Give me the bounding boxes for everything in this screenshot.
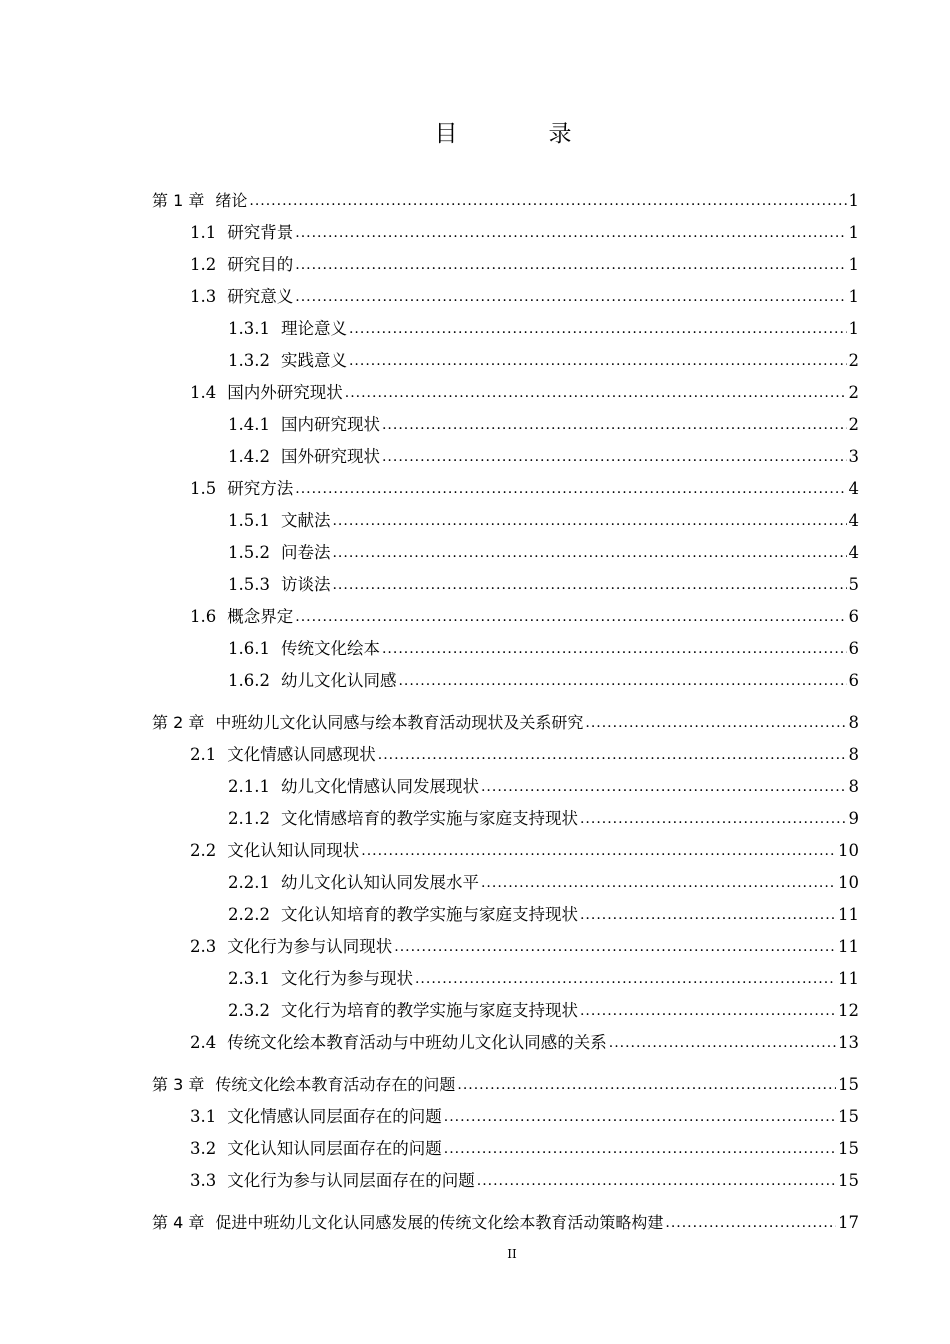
dot-leader: [481, 872, 836, 894]
toc-entry-number: 1.5.3: [228, 575, 270, 594]
dot-leader: [382, 446, 847, 468]
toc-entry-label: 文化行为参与现状: [280, 969, 413, 988]
toc-entry-page: 15: [838, 1107, 859, 1126]
toc-entry-page: 3: [848, 447, 859, 466]
toc-entry[interactable]: [152, 990, 859, 1022]
dot-leader: [332, 542, 846, 564]
dot-leader: [580, 1000, 836, 1022]
toc-entry-label: 访谈法: [280, 575, 331, 594]
toc-entry[interactable]: [152, 532, 859, 564]
toc-entry-number: 1.5: [190, 479, 217, 498]
toc-entry-page: 1: [848, 223, 859, 242]
dot-leader: [295, 606, 846, 628]
toc-entry-page: 15: [838, 1075, 859, 1094]
toc-entry-label: 研究目的: [227, 255, 294, 274]
toc-entry-label: 实践意义: [280, 351, 347, 370]
toc-entry-number: 1.5.1: [228, 511, 270, 530]
toc-entry-number: 1.6.2: [228, 671, 270, 690]
toc-entry-page: 15: [838, 1139, 859, 1158]
dot-leader: [580, 808, 847, 830]
toc-entry[interactable]: [152, 500, 859, 532]
toc-entry-label: 研究方法: [227, 479, 294, 498]
toc-entry-page: 6: [848, 671, 859, 690]
toc-entry-number: 2.1: [190, 745, 217, 764]
toc-entry-label: 幼儿文化情感认同发展现状: [280, 777, 479, 796]
dot-leader: [415, 968, 836, 990]
toc-entry-label: 促进中班幼儿文化认同感发展的传统文化绘本教育活动策略构建: [215, 1213, 664, 1232]
toc-entry-number: 2.2.1: [228, 873, 270, 892]
toc-entry-page: 11: [838, 937, 859, 956]
toc-entry-number: 2.3: [190, 937, 217, 956]
toc-entry-number: 第 1 章: [152, 191, 205, 210]
toc-entry-page: 4: [848, 543, 859, 562]
toc-entry-page: 1: [848, 255, 859, 274]
toc-entry[interactable]: [152, 340, 859, 372]
toc-entry-label: 研究意义: [227, 287, 294, 306]
toc-entry-number: 3.2: [190, 1139, 217, 1158]
toc-entry-label: 中班幼儿文化认同感与绘本教育活动现状及关系研究: [215, 713, 584, 732]
toc-entry-label: 文化认知培育的教学实施与家庭支持现状: [280, 905, 578, 924]
toc-entry[interactable]: [152, 1064, 859, 1096]
toc-entry-label: 文化情感培育的教学实施与家庭支持现状: [280, 809, 578, 828]
dot-leader: [398, 670, 846, 692]
toc-entry-number: 1.2: [190, 255, 217, 274]
toc-entry-page: 1: [848, 319, 859, 338]
toc-entry-page: 1: [848, 191, 859, 210]
toc-entry-page: 6: [848, 639, 859, 658]
toc-entry-page: 2: [848, 351, 859, 370]
toc-entry-label: 文化行为参与认同层面存在的问题: [227, 1171, 475, 1190]
toc-entry[interactable]: [152, 660, 859, 692]
toc-entry-number: 1.3.1: [228, 319, 270, 338]
toc-entry[interactable]: [152, 798, 859, 830]
toc-entry-page: 8: [848, 713, 859, 732]
toc-entry[interactable]: [152, 766, 859, 798]
toc-entry-number: 3.1: [190, 1107, 217, 1126]
toc-entry[interactable]: [152, 244, 859, 276]
table-of-contents: [152, 180, 859, 1234]
toc-entry-label: 国外研究现状: [280, 447, 380, 466]
toc-entry-page: 6: [848, 607, 859, 626]
toc-entry-label: 概念界定: [227, 607, 294, 626]
dot-leader: [345, 382, 847, 404]
toc-entry-label: 理论意义: [280, 319, 347, 338]
toc-entry-page: 13: [838, 1033, 859, 1052]
toc-entry-number: 1.5.2: [228, 543, 270, 562]
toc-entry[interactable]: [152, 404, 859, 436]
toc-entry[interactable]: [152, 180, 859, 212]
toc-entry-number: 2.3.1: [228, 969, 270, 988]
toc-entry[interactable]: [152, 468, 859, 500]
dot-leader: [378, 744, 847, 766]
toc-entry-number: 1.3.2: [228, 351, 270, 370]
dot-leader: [394, 936, 836, 958]
toc-entry-page: 15: [838, 1171, 859, 1190]
toc-entry[interactable]: [152, 372, 859, 404]
toc-entry-number: 2.3.2: [228, 1001, 270, 1020]
toc-entry-page: 8: [848, 777, 859, 796]
toc-entry-number: 2.1.2: [228, 809, 270, 828]
toc-entry[interactable]: [152, 862, 859, 894]
toc-entry-page: 12: [838, 1001, 859, 1020]
dot-leader: [349, 350, 847, 372]
dot-leader: [332, 574, 846, 596]
dot-leader: [382, 414, 847, 436]
toc-entry-label: 绪论: [215, 191, 248, 210]
toc-entry[interactable]: [152, 436, 859, 468]
toc-entry[interactable]: [152, 628, 859, 660]
toc-entry[interactable]: [152, 1022, 859, 1054]
toc-entry-label: 文化行为参与认同现状: [227, 937, 393, 956]
toc-entry-page: 5: [848, 575, 859, 594]
toc-entry-number: 1.4: [190, 383, 217, 402]
toc-entry[interactable]: [152, 734, 859, 766]
toc-entry-number: 第 3 章: [152, 1075, 205, 1094]
dot-leader: [609, 1032, 836, 1054]
dot-leader: [585, 712, 846, 734]
toc-entry-label: 传统文化绘本教育活动与中班幼儿文化认同感的关系: [227, 1033, 607, 1052]
dot-leader: [361, 840, 836, 862]
toc-entry[interactable]: [152, 1202, 859, 1234]
toc-entry[interactable]: [152, 276, 859, 308]
toc-entry[interactable]: [152, 1128, 859, 1160]
toc-entry[interactable]: [152, 1096, 859, 1128]
toc-entry-page: 17: [838, 1213, 859, 1232]
toc-entry-number: 第 4 章: [152, 1213, 205, 1232]
toc-entry-page: 9: [848, 809, 859, 828]
toc-entry-page: 10: [838, 873, 859, 892]
toc-entry-number: 3.3: [190, 1171, 217, 1190]
toc-entry-label: 传统文化绘本: [280, 639, 380, 658]
toc-entry-label: 国内研究现状: [280, 415, 380, 434]
dot-leader: [349, 318, 847, 340]
toc-entry[interactable]: [152, 702, 859, 734]
toc-entry-number: 2.2: [190, 841, 217, 860]
toc-entry[interactable]: [152, 894, 859, 926]
toc-entry-label: 文献法: [280, 511, 331, 530]
toc-entry-number: 2.1.1: [228, 777, 270, 796]
toc-entry-number: 1.3: [190, 287, 217, 306]
toc-entry[interactable]: [152, 212, 859, 244]
dot-leader: [665, 1212, 836, 1234]
toc-entry-label: 文化情感认同感现状: [227, 745, 376, 764]
toc-entry-label: 文化情感认同层面存在的问题: [227, 1107, 442, 1126]
toc-entry-page: 2: [848, 415, 859, 434]
toc-entry-label: 问卷法: [280, 543, 331, 562]
dot-leader: [444, 1106, 836, 1128]
toc-entry-page: 1: [848, 287, 859, 306]
toc-entry[interactable]: [152, 958, 859, 990]
dot-leader: [249, 190, 846, 212]
dot-leader: [295, 478, 846, 500]
toc-entry-number: 2.2.2: [228, 905, 270, 924]
dot-leader: [295, 222, 846, 244]
toc-entry[interactable]: [152, 308, 859, 340]
toc-entry-number: 1.1: [190, 223, 217, 242]
toc-entry-page: 8: [848, 745, 859, 764]
dot-leader: [477, 1170, 836, 1192]
dot-leader: [580, 904, 836, 926]
toc-entry-page: 2: [848, 383, 859, 402]
toc-entry-number: 1.6: [190, 607, 217, 626]
toc-entry-page: 4: [848, 511, 859, 530]
dot-leader: [382, 638, 847, 660]
toc-entry-page: 10: [838, 841, 859, 860]
toc-entry-page: 11: [838, 969, 859, 988]
toc-entry[interactable]: [152, 564, 859, 596]
dot-leader: [332, 510, 846, 532]
page-title: 目 录: [434, 121, 606, 147]
dot-leader: [457, 1074, 836, 1096]
dot-leader: [444, 1138, 836, 1160]
page-number-footer: II: [507, 1247, 517, 1261]
toc-entry-label: 国内外研究现状: [227, 383, 343, 402]
dot-leader: [295, 286, 846, 308]
dot-leader: [481, 776, 847, 798]
toc-entry[interactable]: [152, 1160, 859, 1192]
toc-entry[interactable]: [152, 596, 859, 628]
toc-entry-label: 文化行为培育的教学实施与家庭支持现状: [280, 1001, 578, 1020]
toc-entry-number: 第 2 章: [152, 713, 205, 732]
toc-entry-page: 11: [838, 905, 859, 924]
toc-entry-page: 4: [848, 479, 859, 498]
toc-entry-label: 文化认知认同层面存在的问题: [227, 1139, 442, 1158]
toc-entry-label: 幼儿文化认同感: [280, 671, 397, 690]
toc-entry[interactable]: [152, 830, 859, 862]
toc-entry-number: 1.4.1: [228, 415, 270, 434]
toc-entry-number: 2.4: [190, 1033, 217, 1052]
toc-entry-label: 文化认知认同现状: [227, 841, 360, 860]
toc-entry-number: 1.6.1: [228, 639, 270, 658]
toc-entry-number: 1.4.2: [228, 447, 270, 466]
toc-entry-label: 研究背景: [227, 223, 294, 242]
toc-entry-label: 幼儿文化认知认同发展水平: [280, 873, 479, 892]
toc-entry-label: 传统文化绘本教育活动存在的问题: [215, 1075, 456, 1094]
dot-leader: [295, 254, 846, 276]
toc-entry[interactable]: [152, 926, 859, 958]
